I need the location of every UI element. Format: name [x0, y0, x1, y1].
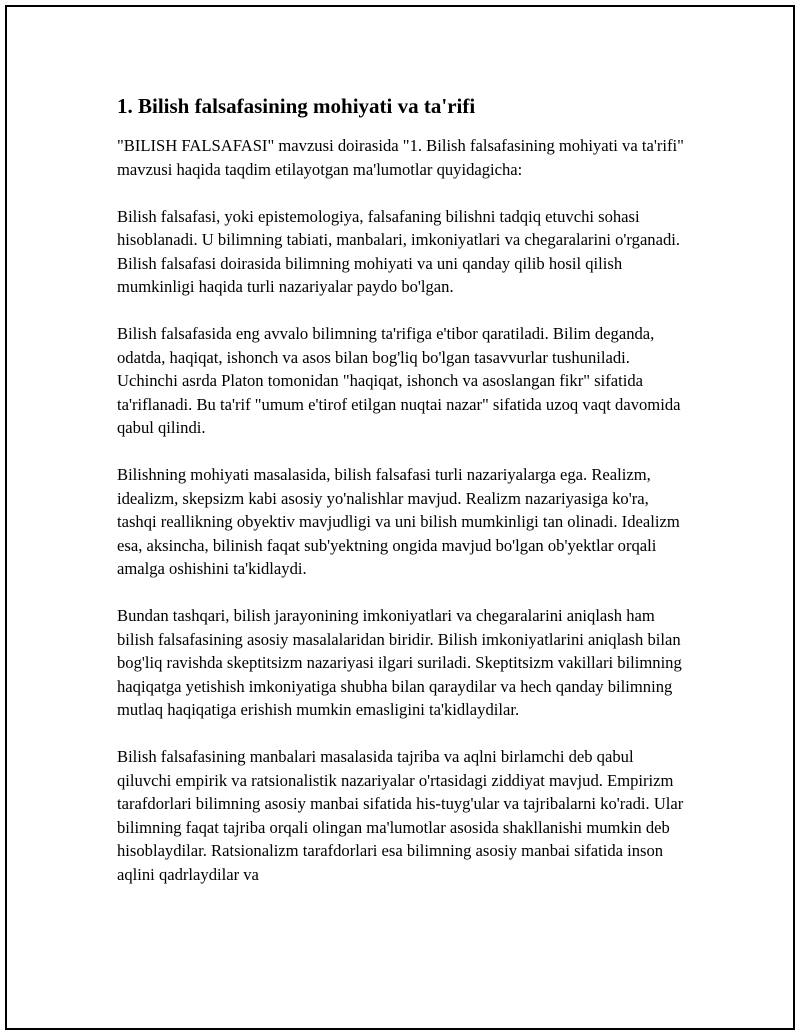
- paragraph-definition: Bilish falsafasi, yoki epistemologiya, falsafaning bilishni tadqiq etuvchi sohasi hisoblanadi. U bilimning tabiati, manbalari, imkoniyatlari va chegaralarini o'rganadi. Bilish falsafasi doirasida bilimning mohiyati va uni qanday qilib hosil qilish mumkinligi haqida turli nazariyalar paydo bo'lgan.: [117, 206, 681, 296]
- document-body: [117, 92, 687, 910]
- paragraph-intro: "BILISH FALSAFASI" mavzusi doirasida "1. Bilish falsafasining mohiyati va ta'rifi" mavzusi haqida taqdim etilayotgan ma'lumotlar quyidagicha:: [117, 136, 684, 179]
- section-heading: 1. Bilish falsafasining mohiyati va ta'rifi: [117, 94, 476, 118]
- paragraph-theories: Bilishning mohiyati masalasida, bilish falsafasi turli nazariyalarga ega. Realizm, idealizm, skepsizm kabi asosiy yo'nalishlar mavjud. Realizm nazariyasiga ko'ra, tashqi reallikning obyektiv mavjudligi va uni bilish mumkinligi tan olinadi. Idealizm esa, aksincha, bilinish faqat sub'yektning ongida mavjud bo'lgan ob'yektlar orqali amalga oshishini ta'kidlaydi.: [117, 465, 680, 578]
- paragraph-skepticism: Bundan tashqari, bilish jarayonining imkoniyatlari va chegaralarini aniqlash ham bilish falsafasining asosiy masalalaridan biridir. Bilish imkoniyatlarini aniqlash bilan bog'liq ravishda skeptitsizm nazariyasi ilgari suriladi. Skeptitsizm vakillari bilimning haqiqatga yetishish imkoniyatiga shubha bilan qaraydilar va hech qanday bilimning mutlaq haqiqatiga erishish mumkin emasligini ta'kidlaydilar.: [117, 606, 682, 719]
- paragraph-sources: Bilish falsafasining manbalari masalasida tajriba va aqlni birlamchi deb qabul qiluvchi empirik va ratsionalistik nazariyalar o'rtasidagi ziddiyat mavjud. Empirizm tarafdorlari bilimning asosiy manbai sifatida his-tuyg'ular va tajribalarni ko'radi. Ular bilimning faqat tajriba orqali olingan ma'lumotlar asosida shakllanishi mumkin deb hisoblaydilar. Ratsionalizm tarafdorlari esa bilimning asosiy manbai sifatida inson aqlini qadrlaydilar va: [117, 747, 684, 884]
- paragraph-knowledge-definition: Bilish falsafasida eng avvalo bilimning ta'rifiga e'tibor qaratiladi. Bilim deganda, odatda, haqiqat, ishonch va asos bilan bog'liq bo'lgan tasavvurlar tushuniladi. Uchinchi asrda Platon tomonidan "haqiqat, ishonch va asoslangan fikr" sifatida ta'riflanadi. Bu ta'rif "umum e'tirof etilgan nuqtai nazar" sifatida uzoq vaqt davomida qabul qilindi.: [117, 324, 681, 437]
